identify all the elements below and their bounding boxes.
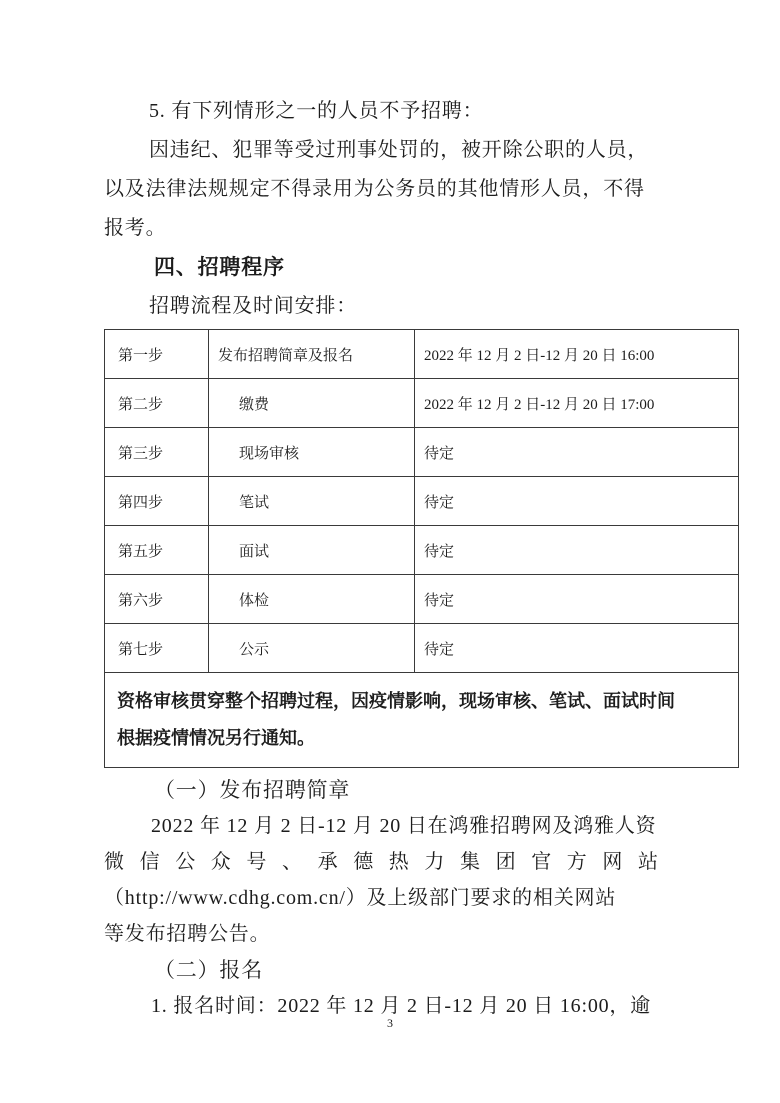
step-cell: 第一步	[105, 330, 209, 379]
section-heading-signup: （二）报名	[154, 958, 263, 982]
announce-line: 等发布招聘公告。	[104, 923, 271, 945]
time-cell: 待定	[415, 624, 739, 673]
step-cell: 第二步	[105, 379, 209, 428]
section-heading-announce: （一）发布招聘简章	[154, 778, 351, 802]
table-note-row	[105, 673, 739, 768]
lower-section	[104, 772, 701, 1024]
item-cell: 笔试	[209, 477, 415, 526]
table-row	[105, 575, 739, 624]
paragraph-disqualify-line: 报考。	[104, 217, 167, 239]
note-cell	[105, 673, 739, 768]
time-cell: 待定	[415, 575, 739, 624]
table-row	[105, 526, 739, 575]
table-row	[105, 379, 739, 428]
step-cell: 第四步	[105, 477, 209, 526]
time-cell: 待定	[415, 428, 739, 477]
table-row	[105, 477, 739, 526]
signup-line: 1. 报名时间：2022 年 12 月 2 日-12 月 20 日 16:00，逾	[151, 995, 652, 1017]
table-row	[105, 624, 739, 673]
step-cell: 第七步	[105, 624, 209, 673]
item-cell: 面试	[209, 526, 415, 575]
item-cell: 体检	[209, 575, 415, 624]
item-cell: 缴费	[209, 379, 415, 428]
schedule-table	[104, 329, 739, 768]
table-row	[105, 428, 739, 477]
announce-line: 微信公众号、承德热力集团官方网站	[104, 851, 674, 873]
step-cell: 第三步	[105, 428, 209, 477]
schedule-intro-line: 招聘流程及时间安排：	[149, 295, 357, 317]
item-cell: 现场审核	[209, 428, 415, 477]
step-cell: 第六步	[105, 575, 209, 624]
time-cell: 2022 年 12 月 2 日-12 月 20 日 17:00	[415, 379, 739, 428]
time-cell: 2022 年 12 月 2 日-12 月 20 日 16:00	[415, 330, 739, 379]
announce-line: （http://www.cdhg.com.cn/）及上级部门要求的相关网站	[104, 887, 617, 909]
paragraph-disqualify-line: 因违纪、犯罪等受过刑事处罚的，被开除公职的人员，	[149, 139, 649, 161]
paragraph-disqualify-line: 以及法律法规规定不得录用为公务员的其他情形人员，不得	[104, 178, 645, 200]
time-cell: 待定	[415, 477, 739, 526]
time-cell: 待定	[415, 526, 739, 575]
paragraph-disqualify-intro: 5. 有下列情形之一的人员不予招聘：	[149, 100, 484, 122]
announce-line: 2022 年 12 月 2 日-12 月 20 日在鸿雅招聘网及鸿雅人资	[151, 815, 657, 837]
table-row	[105, 330, 739, 379]
item-cell: 公示	[209, 624, 415, 673]
item-cell: 发布招聘简章及报名	[209, 330, 415, 379]
section-heading-procedure: 四、招聘程序	[154, 255, 285, 279]
note-line: 根据疫情情况另行通知。	[117, 728, 315, 748]
step-cell: 第五步	[105, 526, 209, 575]
page-number: 3	[387, 1016, 393, 1030]
note-line: 资格审核贯穿整个招聘过程，因疫情影响，现场审核、笔试、面试时间	[117, 691, 675, 711]
